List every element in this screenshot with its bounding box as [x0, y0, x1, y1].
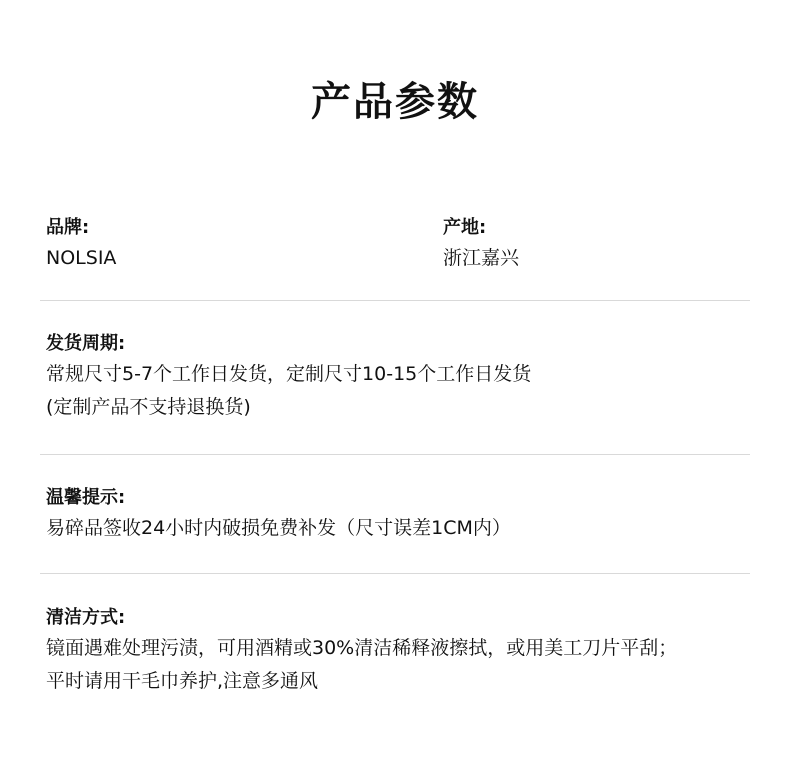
- cleaning-label: 清洁方式:: [46, 607, 126, 628]
- notice-section: [46, 484, 756, 545]
- origin-block: [443, 214, 519, 275]
- origin-label: 产地:: [443, 217, 487, 238]
- shipping-label: 发货周期:: [46, 333, 126, 354]
- cleaning-line: 平时请用干毛巾养护,注意多通风: [46, 670, 319, 692]
- divider: [40, 573, 750, 574]
- shipping-note: (定制产品不支持退换货): [46, 396, 251, 418]
- cleaning-line: 镜面遇难处理污渍，可用酒精或30%清洁稀释液擦拭，或用美工刀片平刮；: [46, 637, 678, 659]
- origin-value: 浙江嘉兴: [443, 247, 520, 269]
- cleaning-section: [46, 604, 756, 698]
- brand-block: [46, 214, 116, 275]
- page-title: 产品参数: [311, 79, 479, 125]
- brand-origin-section: [46, 214, 756, 278]
- notice-line: 易碎品签收24小时内破损免费补发（尺寸误差1CM内）: [46, 517, 511, 539]
- divider: [40, 454, 750, 455]
- divider: [40, 300, 750, 301]
- shipping-section: [46, 330, 756, 424]
- shipping-line: 常规尺寸5-7个工作日发货，定制尺寸10-15个工作日发货: [46, 363, 532, 385]
- notice-label: 温馨提示:: [46, 487, 126, 508]
- brand-value: NOLSIA: [46, 247, 117, 269]
- brand-label: 品牌:: [46, 217, 90, 238]
